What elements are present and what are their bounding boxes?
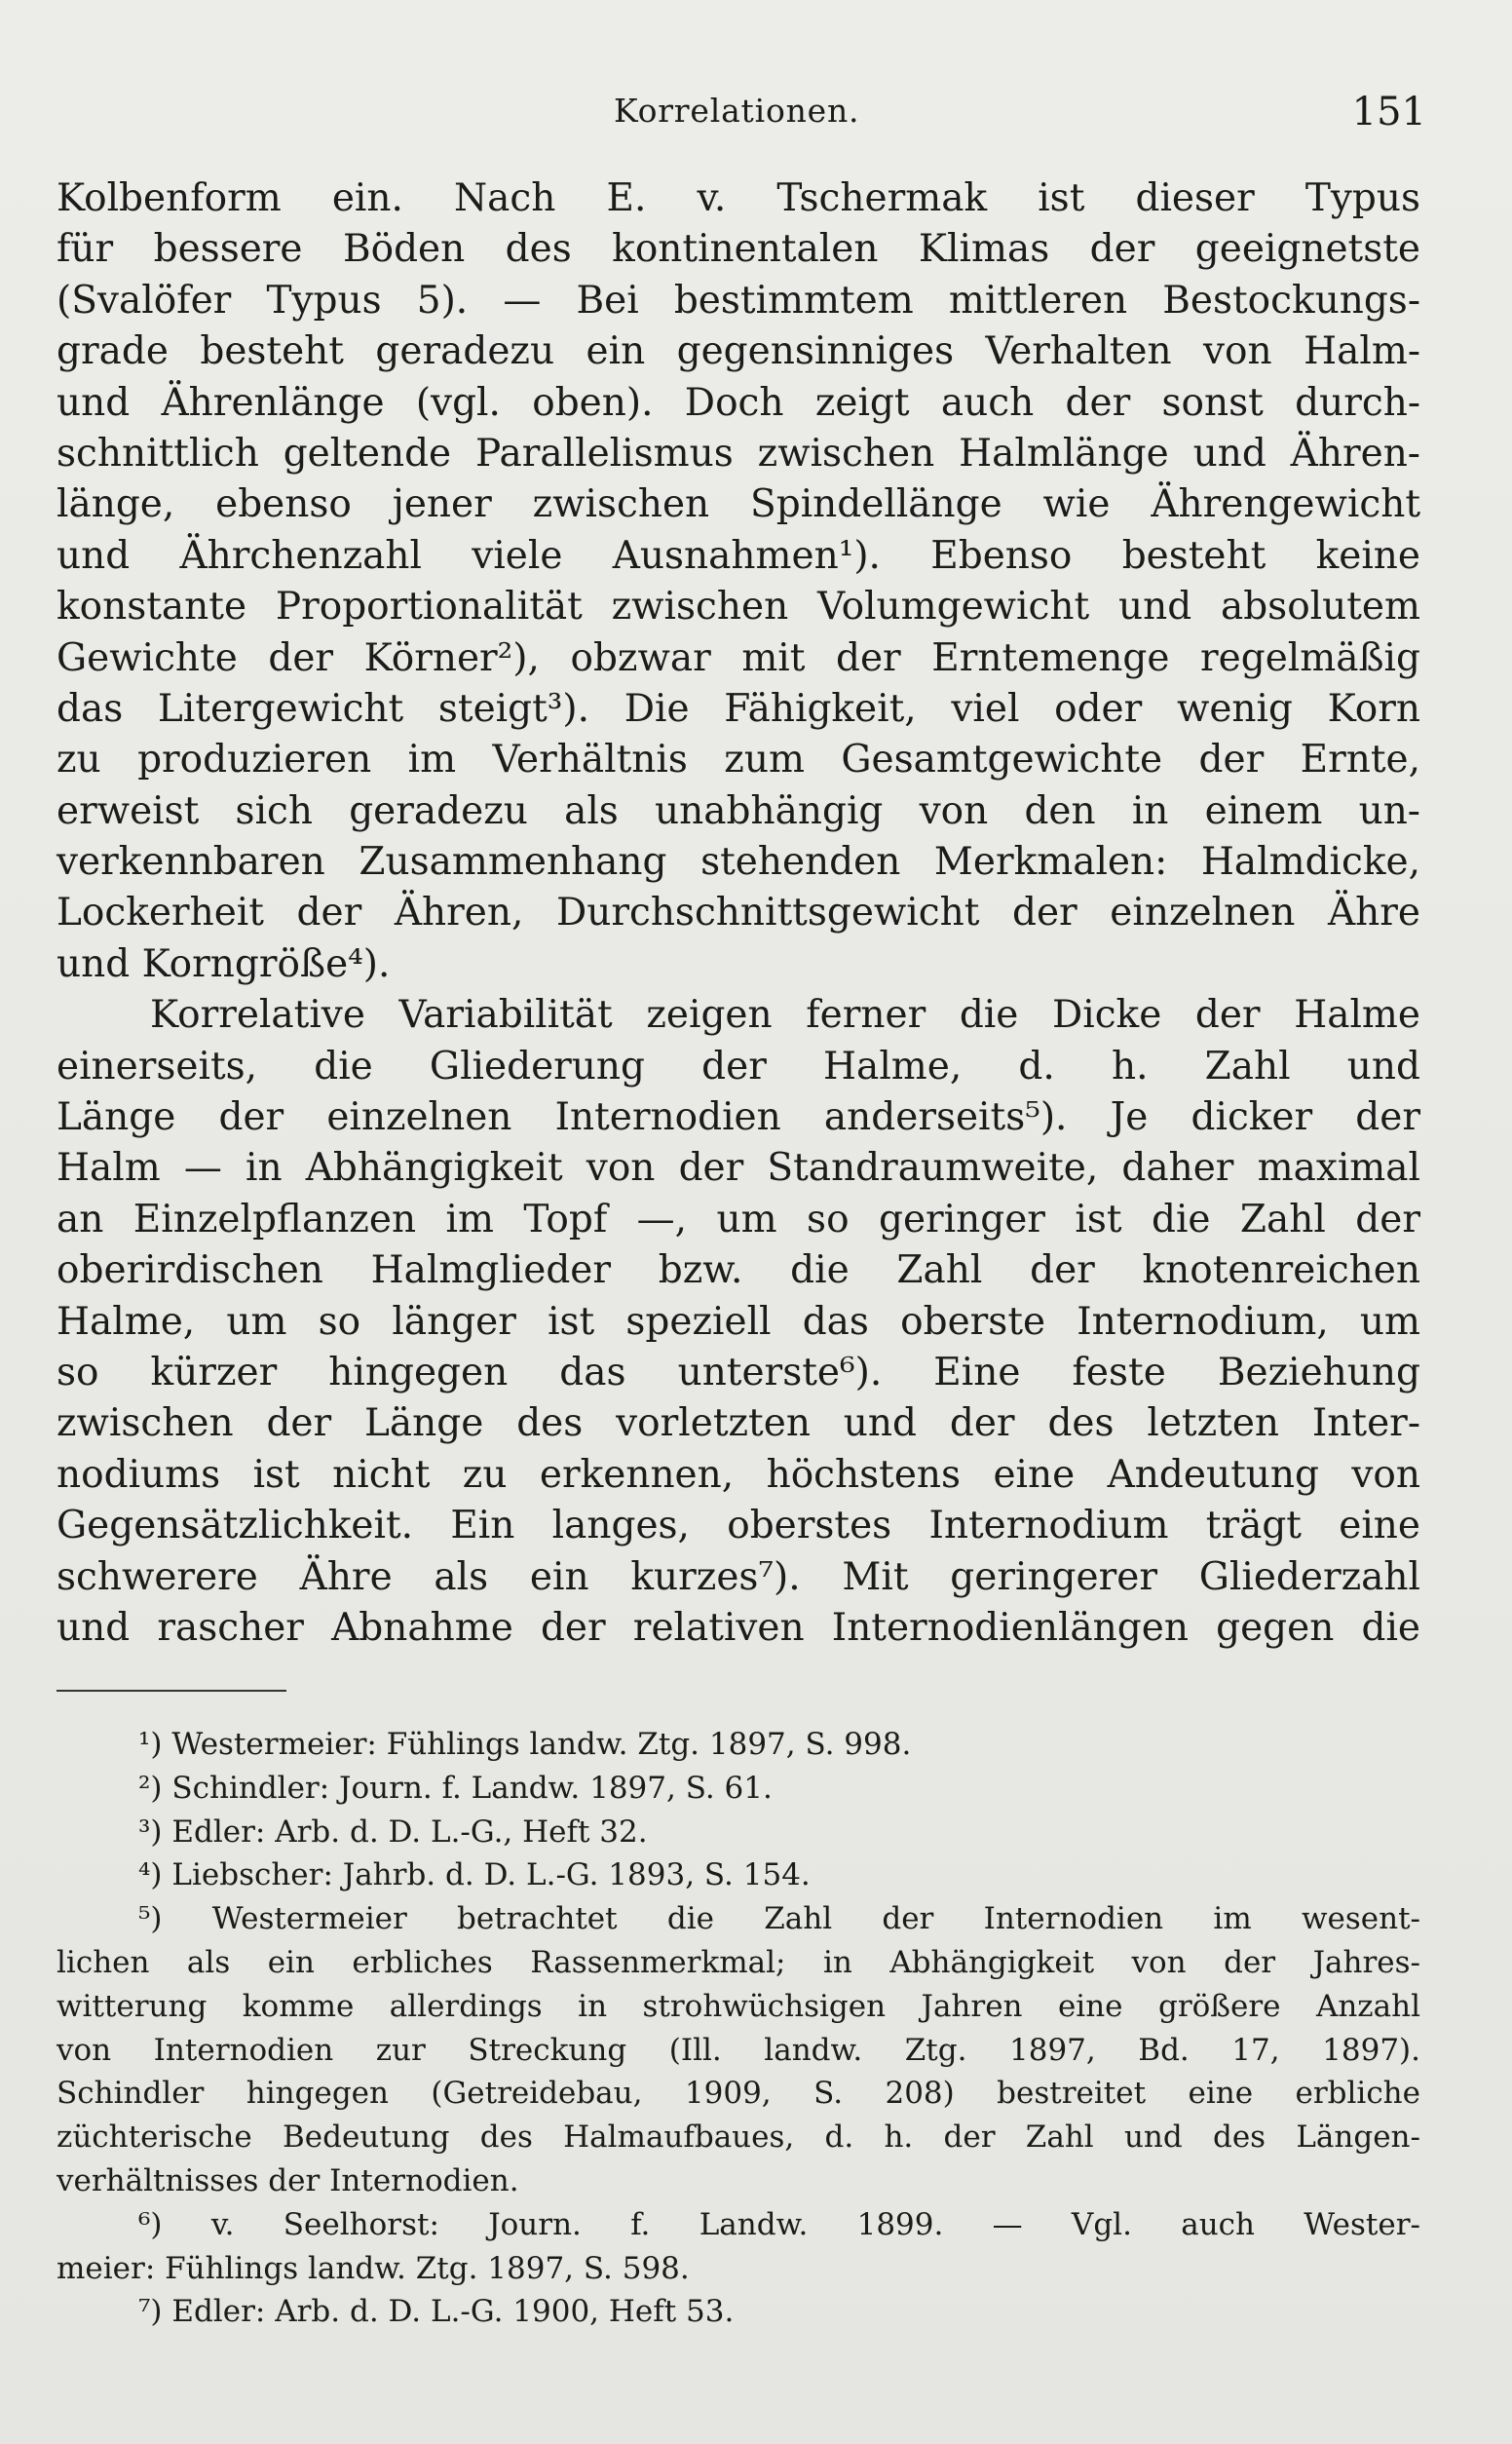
footnote-5-line: verhältnisses der Internodien.	[57, 2162, 519, 2198]
footnote-1: ¹) Westermeier: Fühlings landw. Ztg. 1897, S. 998.	[138, 1727, 912, 1762]
body-line: so kürzer hingegen das unterste⁶). Eine feste Beziehung	[57, 1350, 1420, 1394]
body-line: grade besteht geradezu ein gegensinniges Verhalten von Halm-	[57, 329, 1420, 374]
body-line: Länge der einzelnen Internodien anderseits⁵). Je dicker der	[57, 1095, 1420, 1140]
body-line: einerseits, die Gliederung der Halme, d. h. Zahl und	[57, 1044, 1420, 1088]
body-text	[57, 173, 1420, 1654]
body-line: nodiums ist nicht zu erkennen, höchstens eine Andeutung von	[57, 1452, 1420, 1497]
page-number: 151	[1351, 90, 1426, 134]
footnote-5-line: Schindler hingegen (Getreidebau, 1909, S. 208) bestreitet eine erbliche	[57, 2076, 1420, 2112]
footnote-5-line: witterung komme allerdings in strohwüchsigen Jahren eine größere Anzahl	[57, 1988, 1420, 2024]
footnote-5: ⁵) Westermeier betrachtet die Zahl der Internodien im wesent-	[138, 1901, 1420, 1937]
body-line: verkennbaren Zusammenhang stehenden Merkmalen: Halmdicke,	[57, 840, 1420, 885]
body-line: schnittlich geltende Parallelismus zwischen Halmlänge und Ähren-	[57, 431, 1420, 476]
body-line: und Korngröße⁴).	[57, 941, 391, 986]
footnote-5-line: lichen als ein erbliches Rassenmerkmal; in Abhängigkeit von der Jahres-	[57, 1944, 1420, 1980]
body-line: Halme, um so länger ist speziell das oberste Internodium, um	[57, 1299, 1420, 1344]
body-line: zwischen der Länge des vorletzten und der des letzten Inter-	[57, 1401, 1420, 1446]
body-line: an Einzelpflanzen im Topf —, um so geringer ist die Zahl der	[57, 1197, 1420, 1241]
footnotes	[57, 1723, 1420, 2334]
body-line: Gegensätzlichkeit. Ein langes, oberstes Internodium trägt eine	[57, 1504, 1420, 1548]
footnote-divider	[57, 1690, 286, 1692]
body-line: Korrelative Variabilität zeigen ferner die Dicke der Halme	[150, 993, 1420, 1038]
body-line: (Svalöfer Typus 5). — Bei bestimmtem mittleren Bestockungs-	[57, 278, 1420, 323]
body-line: das Litergewicht steigt³). Die Fähigkeit, viel oder wenig Korn	[57, 686, 1420, 731]
body-line: Lockerheit der Ähren, Durchschnittsgewicht der einzelnen Ähre	[57, 891, 1420, 936]
body-line: und rascher Abnahme der relativen Internodienlängen gegen die	[57, 1605, 1420, 1650]
footnote-3: ³) Edler: Arb. d. D. L.-G., Heft 32.	[138, 1814, 648, 1850]
footnote-6-line: meier: Fühlings landw. Ztg. 1897, S. 598.	[57, 2250, 690, 2286]
body-line: für bessere Böden des kontinentalen Klimas der geeignetste	[57, 227, 1420, 272]
body-line: schwerere Ähre als ein kurzes⁷). Mit geringerer Gliederzahl	[57, 1554, 1420, 1599]
body-line: konstante Proportionalität zwischen Volumgewicht und absolutem	[57, 585, 1420, 630]
body-line: Kolbenform ein. Nach E. v. Tschermak ist dieser Typus	[57, 176, 1420, 220]
body-line: Gewichte der Körner²), obzwar mit der Erntemenge regelmäßig	[57, 635, 1420, 680]
body-line: und Ährchenzahl viele Ausnahmen¹). Ebenso besteht keine	[57, 533, 1420, 578]
footnote-5-line: züchterische Bedeutung des Halmaufbaues, d. h. der Zahl und des Längen-	[57, 2119, 1420, 2156]
body-line: erweist sich geradezu als unabhängig von den in einem un-	[57, 788, 1420, 833]
page-header	[0, 84, 1512, 142]
body-line: länge, ebenso jener zwischen Spindellänge wie Ährengewicht	[57, 482, 1420, 527]
footnote-5-line: von Internodien zur Streckung (Ill. landw. Ztg. 1897, Bd. 17, 1897).	[57, 2032, 1420, 2068]
body-line: zu produzieren im Verhältnis zum Gesamtgewichte der Ernte,	[57, 738, 1420, 783]
body-line: Halm — in Abhängigkeit von der Standraumweite, daher maximal	[57, 1146, 1420, 1191]
footnote-4: ⁴) Liebscher: Jahrb. d. D. L.-G. 1893, S. 154.	[138, 1857, 811, 1893]
body-line: und Ährenlänge (vgl. oben). Doch zeigt auch der sonst durch-	[57, 380, 1420, 425]
footnote-7: ⁷) Edler: Arb. d. D. L.-G. 1900, Heft 53.	[138, 2294, 735, 2330]
footnote-6: ⁶) v. Seelhorst: Journ. f. Landw. 1899. — Vgl. auch Wester-	[138, 2206, 1420, 2242]
footnote-2: ²) Schindler: Journ. f. Landw. 1897, S. 61.	[138, 1770, 773, 1806]
body-line: oberirdischen Halmglieder bzw. die Zahl der knotenreichen	[57, 1248, 1420, 1293]
running-title: Korrelationen.	[614, 92, 860, 130]
